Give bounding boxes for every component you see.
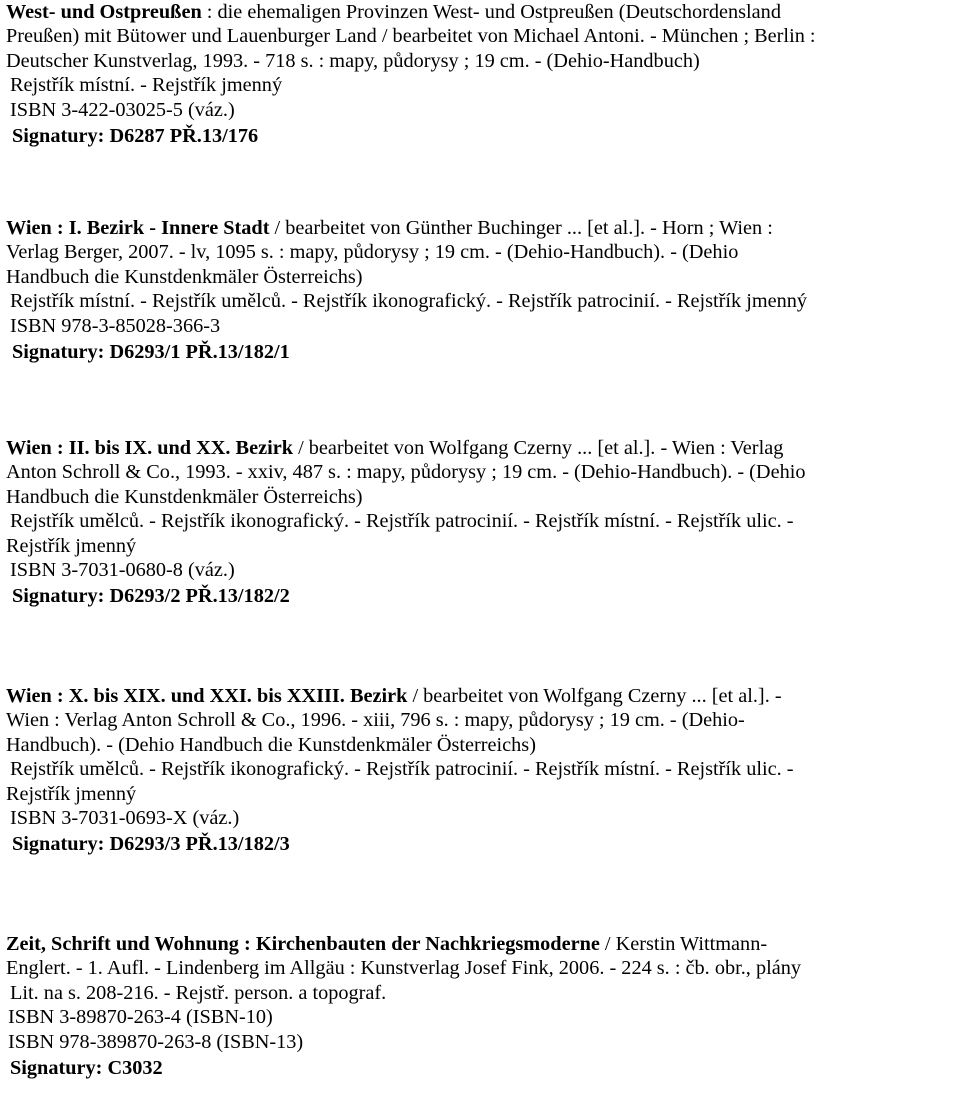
- entry-imprint-line: Verlag Berger, 2007. - lv, 1095 s. : mapy, půdorysy ; 19 cm. - (Dehio-Handbuch). - (Dehio: [6, 241, 739, 264]
- catalog-entry-west-und-ostpreussen: [6, 0, 956, 148]
- entry-indexes-continued: Rejstřík jmenný: [6, 534, 137, 557]
- entry-notes-line: Lit. na s. 208-216. - Rejstř. person. a topograf.: [10, 981, 387, 1004]
- entry-indexes: Rejstřík umělců. - Rejstřík ikonografický. - Rejstřík patrocinií. - Rejstřík místní. - Rejstřík ulic. -: [10, 510, 794, 533]
- entry-isbn: ISBN 3-89870-263-4 (ISBN-10): [8, 1006, 273, 1029]
- entry-indexes-continued: Rejstřík jmenný: [6, 782, 137, 805]
- entry-title: Wien : X. bis XIX. und XXI. bis XXIII. Bezirk: [6, 685, 408, 707]
- entry-isbn: ISBN 3-422-03025-5 (váz.): [10, 98, 235, 121]
- entry-indexes: Rejstřík místní. - Rejstřík jmenný: [10, 74, 283, 97]
- entry-title: West- und Ostpreußen: [6, 1, 202, 23]
- entry-imprint-line: Wien : Verlag Anton Schroll & Co., 1996. - xiii, 796 s. : mapy, půdorysy ; 19 cm. - (Dehio-: [6, 709, 745, 732]
- entry-title-rest: / bearbeitet von Wolfgang Czerny ... [et al.]. - Wien : Verlag: [293, 437, 784, 459]
- entry-title: Wien : II. bis IX. und XX. Bezirk: [6, 437, 293, 459]
- entry-signatures: Signatury: D6287 PŘ.13/176: [12, 125, 259, 148]
- entry-signatures: Signatury: D6293/3 PŘ.13/182/3: [12, 833, 290, 856]
- entry-title-rest: / bearbeitet von Günther Buchinger ... [et al.]. - Horn ; Wien :: [269, 217, 773, 239]
- entry-title-rest: / Kerstin Wittmann-: [599, 933, 768, 955]
- entry-isbn: ISBN 3-7031-0693-X (váz.): [10, 807, 240, 830]
- catalog-entry-wien-i-bezirk: [6, 216, 956, 364]
- entry-first-line: [6, 0, 956, 24]
- entry-title-rest: / bearbeitet von Wolfgang Czerny ... [et al.]. -: [407, 685, 782, 707]
- entry-series-line: Handbuch die Kunstdenkmäler Österreichs): [6, 265, 363, 288]
- entry-imprint-line: Englert. - 1. Aufl. - Lindenberg im Allgäu : Kunstverlag Josef Fink, 2006. - 224 s. : čb. obr., plány: [6, 957, 801, 980]
- entry-signatures: Signatury: C3032: [10, 1057, 163, 1080]
- entry-isbn-13: ISBN 978-389870-263-8 (ISBN-13): [8, 1030, 304, 1053]
- entry-title-rest: : die ehemaligen Provinzen West- und Ostpreußen (Deutschordensland: [201, 1, 781, 23]
- entry-first-line: [6, 216, 956, 240]
- catalog-entry-wien-x-bis-xix: [6, 684, 956, 857]
- entry-isbn: ISBN 3-7031-0680-8 (váz.): [10, 559, 235, 582]
- entry-signatures: Signatury: D6293/2 PŘ.13/182/2: [12, 585, 290, 608]
- entry-imprint-line: Anton Schroll & Co., 1993. - xxiv, 487 s. : mapy, půdorysy ; 19 cm. - (Dehio-Handbuch). - (Dehio: [6, 461, 806, 484]
- entry-signatures: Signatury: D6293/1 PŘ.13/182/1: [12, 341, 290, 364]
- entry-publication-line: Deutscher Kunstverlag, 1993. - 718 s. : mapy, půdorysy ; 19 cm. - (Dehio-Handbuch): [6, 49, 700, 72]
- entry-series-line: Handbuch die Kunstdenkmäler Österreichs): [6, 485, 363, 508]
- entry-isbn: ISBN 978-3-85028-366-3: [10, 314, 221, 337]
- entry-imprint-line: Preußen) mit Bütower und Lauenburger Land / bearbeitet von Michael Antoni. - München ; Berlin :: [6, 25, 816, 48]
- entry-title: Wien : I. Bezirk - Innere Stadt: [6, 217, 270, 239]
- entry-title: Zeit, Schrift und Wohnung : Kirchenbauten der Nachkriegsmoderne: [6, 933, 600, 955]
- entry-series-line: Handbuch). - (Dehio Handbuch die Kunstdenkmäler Österreichs): [6, 733, 536, 756]
- catalog-entry-zeit-schrift-und-wohnung: [6, 932, 956, 1080]
- entry-indexes: Rejstřík místní. - Rejstřík umělců. - Rejstřík ikonografický. - Rejstřík patrocinií. - Rejstřík jmenný: [10, 290, 808, 313]
- entry-first-line: [6, 932, 956, 956]
- entry-first-line: [6, 436, 956, 460]
- catalog-entry-wien-ii-bis-ix: [6, 436, 956, 609]
- entry-first-line: [6, 684, 956, 708]
- entry-indexes: Rejstřík umělců. - Rejstřík ikonografický. - Rejstřík patrocinií. - Rejstřík místní. - Rejstřík ulic. -: [10, 758, 794, 781]
